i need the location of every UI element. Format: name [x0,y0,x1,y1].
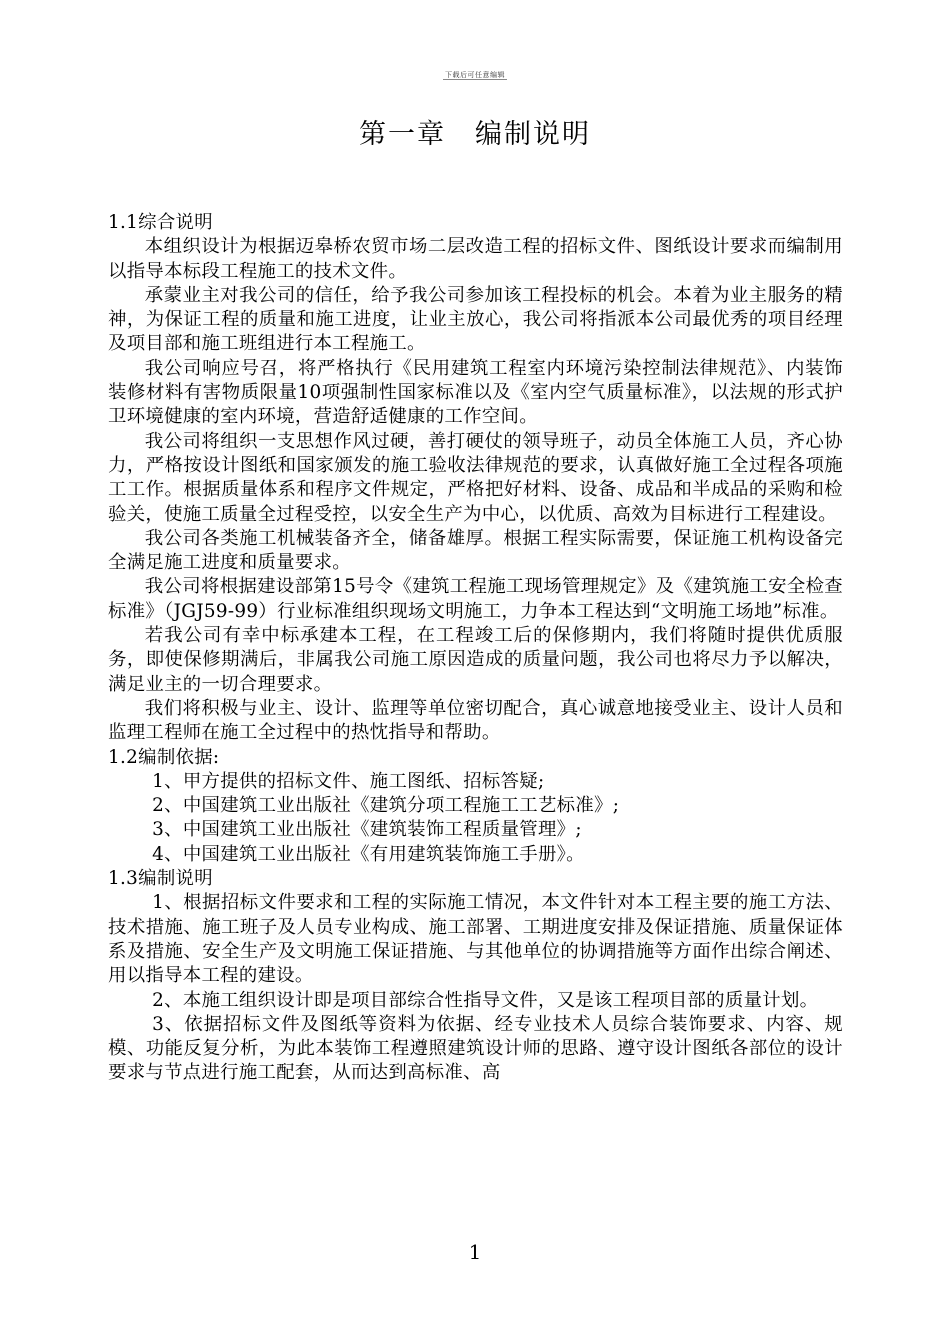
section-heading: 1.3编制说明 [108,868,213,890]
paragraph: 若我公司有幸中标承建本工程，在工程竣工后的保修期内，我们将随时提供优质服务，即使保修期满后，非属我公司施工原因造成的质量问题，我公司也将尽力予以解决，满足业主的一切合理要求。 [108,625,843,695]
list-item: 1、甲方提供的招标文件、施工图纸、招标答疑; [152,770,545,792]
list-item: 4、中国建筑工业出版社《有用建筑装饰施工手册》。 [152,843,585,865]
list-item: 2、本施工组织设计即是项目部综合性指导文件，又是该工程项目部的质量计划。 [152,989,819,1011]
paragraph: 我公司将组织一支思想作风过硬，善打硬仗的领导班子，动员全体施工人员，齐心协力，严格按设计图纸和国家颁发的施工验收法律规范的要求，认真做好施工全过程各项施工工作。根据质量体系和程序文件规定，严格把好材料、设备、成品和半成品的采购和检验关，使施工质量全过程受控，以安全生产为中心，以优质、高效为目标进行工程建设。 [108,430,843,525]
document-body [108,211,843,1086]
paragraph: 我公司将根据建设部第15号令《建筑工程施工现场管理规定》及《建筑施工安全检查标准》（JGJ59-99）行业标准组织现场文明施工，力争本工程达到“文明施工场地”标准。 [108,576,843,622]
list-item: 1、根据招标文件要求和工程的实际施工情况，本文件针对本工程主要的施工方法、技术措施、施工班子及人员专业构成、施工部署、工期进度安排及保证措施、质量保证体系及措施、安全生产及文明施工保证措施、与其他单位的协调措施等方面作出综合阐述、用以指导本工程的建设。 [108,892,843,987]
list-item: 2、中国建筑工业出版社《建筑分项工程施工工艺标准》; [152,795,620,817]
paragraph: 我公司各类施工机械装备齐全，储备雄厚。根据工程实际需要，保证施工机构设备完全满足施工进度和质量要求。 [108,527,843,574]
list-item: 3、依据招标文件及图纸等资料为依据、经专业技术人员综合装饰要求、内容、规模、功能反复分析，为此本装饰工程遵照建筑设计师的思路、遵守设计图纸各部位的设计要求与节点进行施工配套，从而达到高标准、高 [108,1013,843,1084]
list-item: 3、中国建筑工业出版社《建筑装饰工程质量管理》; [152,819,582,841]
header-note-text: 下载后可任意编辑 [445,71,505,79]
paragraph: 我公司响应号召，将严格执行《民用建筑工程室内环境污染控制法律规范》、内装饰装修材料有害物质限量10项强制性国家标准以及《室内空气质量标准》，以法规的形式护卫环境健康的室内环境，营造舒适健康的工作空间。 [108,357,843,428]
paragraph: 我们将积极与业主、设计、监理等单位密切配合，真心诚意地接受业主、设计人员和监理工程师在施工全过程中的热忱指导和帮助。 [108,697,843,744]
paragraph: 承蒙业主对我公司的信任，给予我公司参加该工程投标的机会。本着为业主服务的精神，为保证工程的质量和施工进度，让业主放心，我公司将指派本公司最优秀的项目经理及项目部和施工班组进行本工程施工。 [108,284,843,355]
section-heading: 1.2编制依据: [108,746,220,768]
section-heading: 1.1综合说明 [108,212,213,233]
paragraph: 本组织设计为根据迈皋桥农贸市场二层改造工程的招标文件、图纸设计要求而编制用以指导本标段工程施工的技术文件。 [108,236,843,282]
chapter-title: 第一章 编制说明 [359,119,591,150]
header-note [0,70,950,80]
page-number: 1 [468,1240,482,1264]
